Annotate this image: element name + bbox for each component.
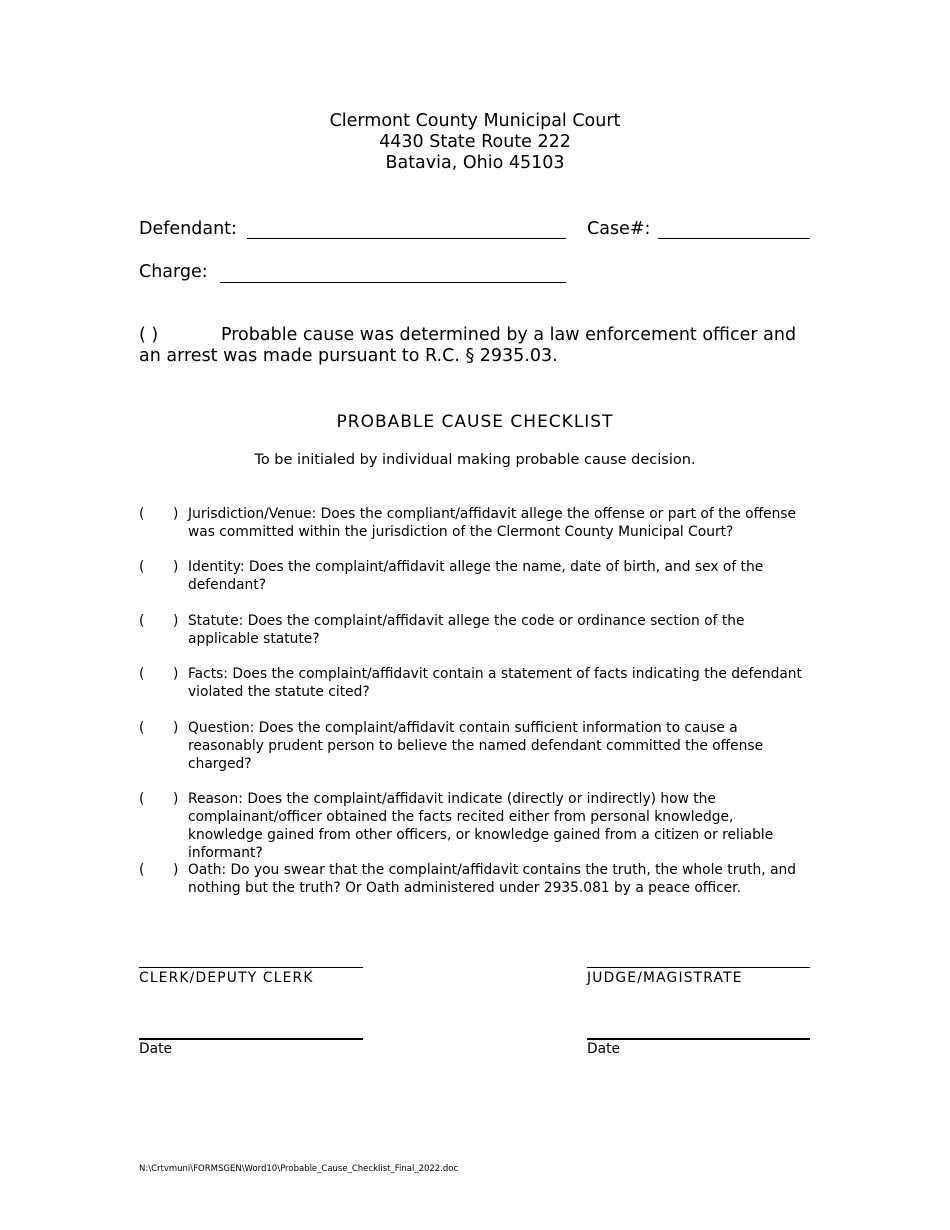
case-number-field[interactable]	[658, 238, 810, 239]
arrest-statement	[139, 325, 819, 367]
clerk-date-line[interactable]	[139, 1038, 363, 1040]
checkbox-close[interactable]: )	[173, 666, 179, 682]
checklist-item-oath	[139, 861, 819, 897]
court-header	[0, 111, 950, 174]
arrest-statement-text: Probable cause was determined by a law enforcement officer and an arrest was made pursuant to R.C. § 2935.03.	[139, 325, 797, 366]
checklist-item-facts	[139, 665, 819, 701]
checklist-item-jurisdiction	[139, 505, 819, 541]
checkbox-open[interactable]: (	[139, 791, 145, 807]
court-name: Clermont County Municipal Court	[329, 111, 621, 131]
judge-date-line[interactable]	[587, 1038, 810, 1040]
checkbox-close[interactable]: )	[173, 506, 179, 522]
court-city: Batavia, Ohio 45103	[385, 153, 565, 173]
checklist-item-text: Statute: Does the complaint/affidavit allege the code or ordinance section of the applicable statute?	[188, 613, 745, 647]
checklist-item-text: Question: Does the complaint/affidavit contain sufficient information to cause a reasonably prudent person to believe the named defendant committed the offense charged?	[188, 720, 764, 772]
clerk-signature-line[interactable]	[139, 967, 363, 968]
checkbox-open[interactable]: (	[139, 666, 145, 682]
judge-signature-line[interactable]	[587, 967, 810, 968]
checklist-item-question	[139, 719, 819, 773]
judge-date-label: Date	[587, 1041, 620, 1057]
clerk-signature-label: CLERK/DEPUTY CLERK	[139, 970, 314, 986]
checklist-item-statute	[139, 612, 819, 648]
checkbox-close[interactable]: )	[173, 862, 179, 878]
checklist-item-text: Facts: Does the complaint/affidavit contain a statement of facts indicating the defendant violated the statute cited?	[188, 666, 802, 700]
clerk-date-label: Date	[139, 1041, 172, 1057]
arrest-checkbox[interactable]: ( )	[139, 325, 159, 345]
checkbox-close[interactable]: )	[173, 720, 179, 736]
checkbox-open[interactable]: (	[139, 613, 145, 629]
checkbox-open[interactable]: (	[139, 862, 145, 878]
checklist-subtitle: To be initialed by individual making probable cause decision.	[254, 452, 696, 468]
checklist-item-text: Oath: Do you swear that the complaint/affidavit contains the truth, the whole truth, and nothing but the truth? Or Oath administered under 2935.081 by a peace officer.	[188, 862, 797, 896]
defendant-label: Defendant:	[139, 219, 237, 239]
checklist-item-reason	[139, 790, 819, 862]
checkbox-close[interactable]: )	[173, 613, 179, 629]
checklist-item-text: Reason: Does the complaint/affidavit indicate (directly or indirectly) how the complainant/officer obtained the facts recited either from personal knowledge, knowledge gained from other officers, or knowledge gained from a citizen or reliable informant?	[188, 791, 774, 861]
checkbox-open[interactable]: (	[139, 720, 145, 736]
checklist-item-text: Identity: Does the complaint/affidavit allege the name, date of birth, and sex of the defendant?	[188, 559, 764, 593]
checkbox-close[interactable]: )	[173, 791, 179, 807]
charge-label: Charge:	[139, 262, 208, 282]
checkbox-open[interactable]: (	[139, 559, 145, 575]
defendant-field[interactable]	[247, 238, 566, 239]
footer-file-path: N:\Crtvmuni\FORMSGEN\Word10\Probable_Cause_Checklist_Final_2022.doc	[139, 1164, 459, 1174]
charge-field[interactable]	[220, 282, 566, 283]
checkbox-close[interactable]: )	[173, 559, 179, 575]
court-address: 4430 State Route 222	[379, 132, 571, 152]
checkbox-open[interactable]: (	[139, 506, 145, 522]
case-number-label: Case#:	[587, 219, 651, 239]
checklist-item-identity	[139, 558, 819, 594]
checklist-item-text: Jurisdiction/Venue: Does the compliant/affidavit allege the offense or part of the offense was committed within the jurisdiction of the Clermont County Municipal Court?	[188, 506, 796, 540]
judge-signature-label: JUDGE/MAGISTRATE	[587, 970, 743, 986]
checklist-title: PROBABLE CAUSE CHECKLIST	[336, 412, 614, 432]
